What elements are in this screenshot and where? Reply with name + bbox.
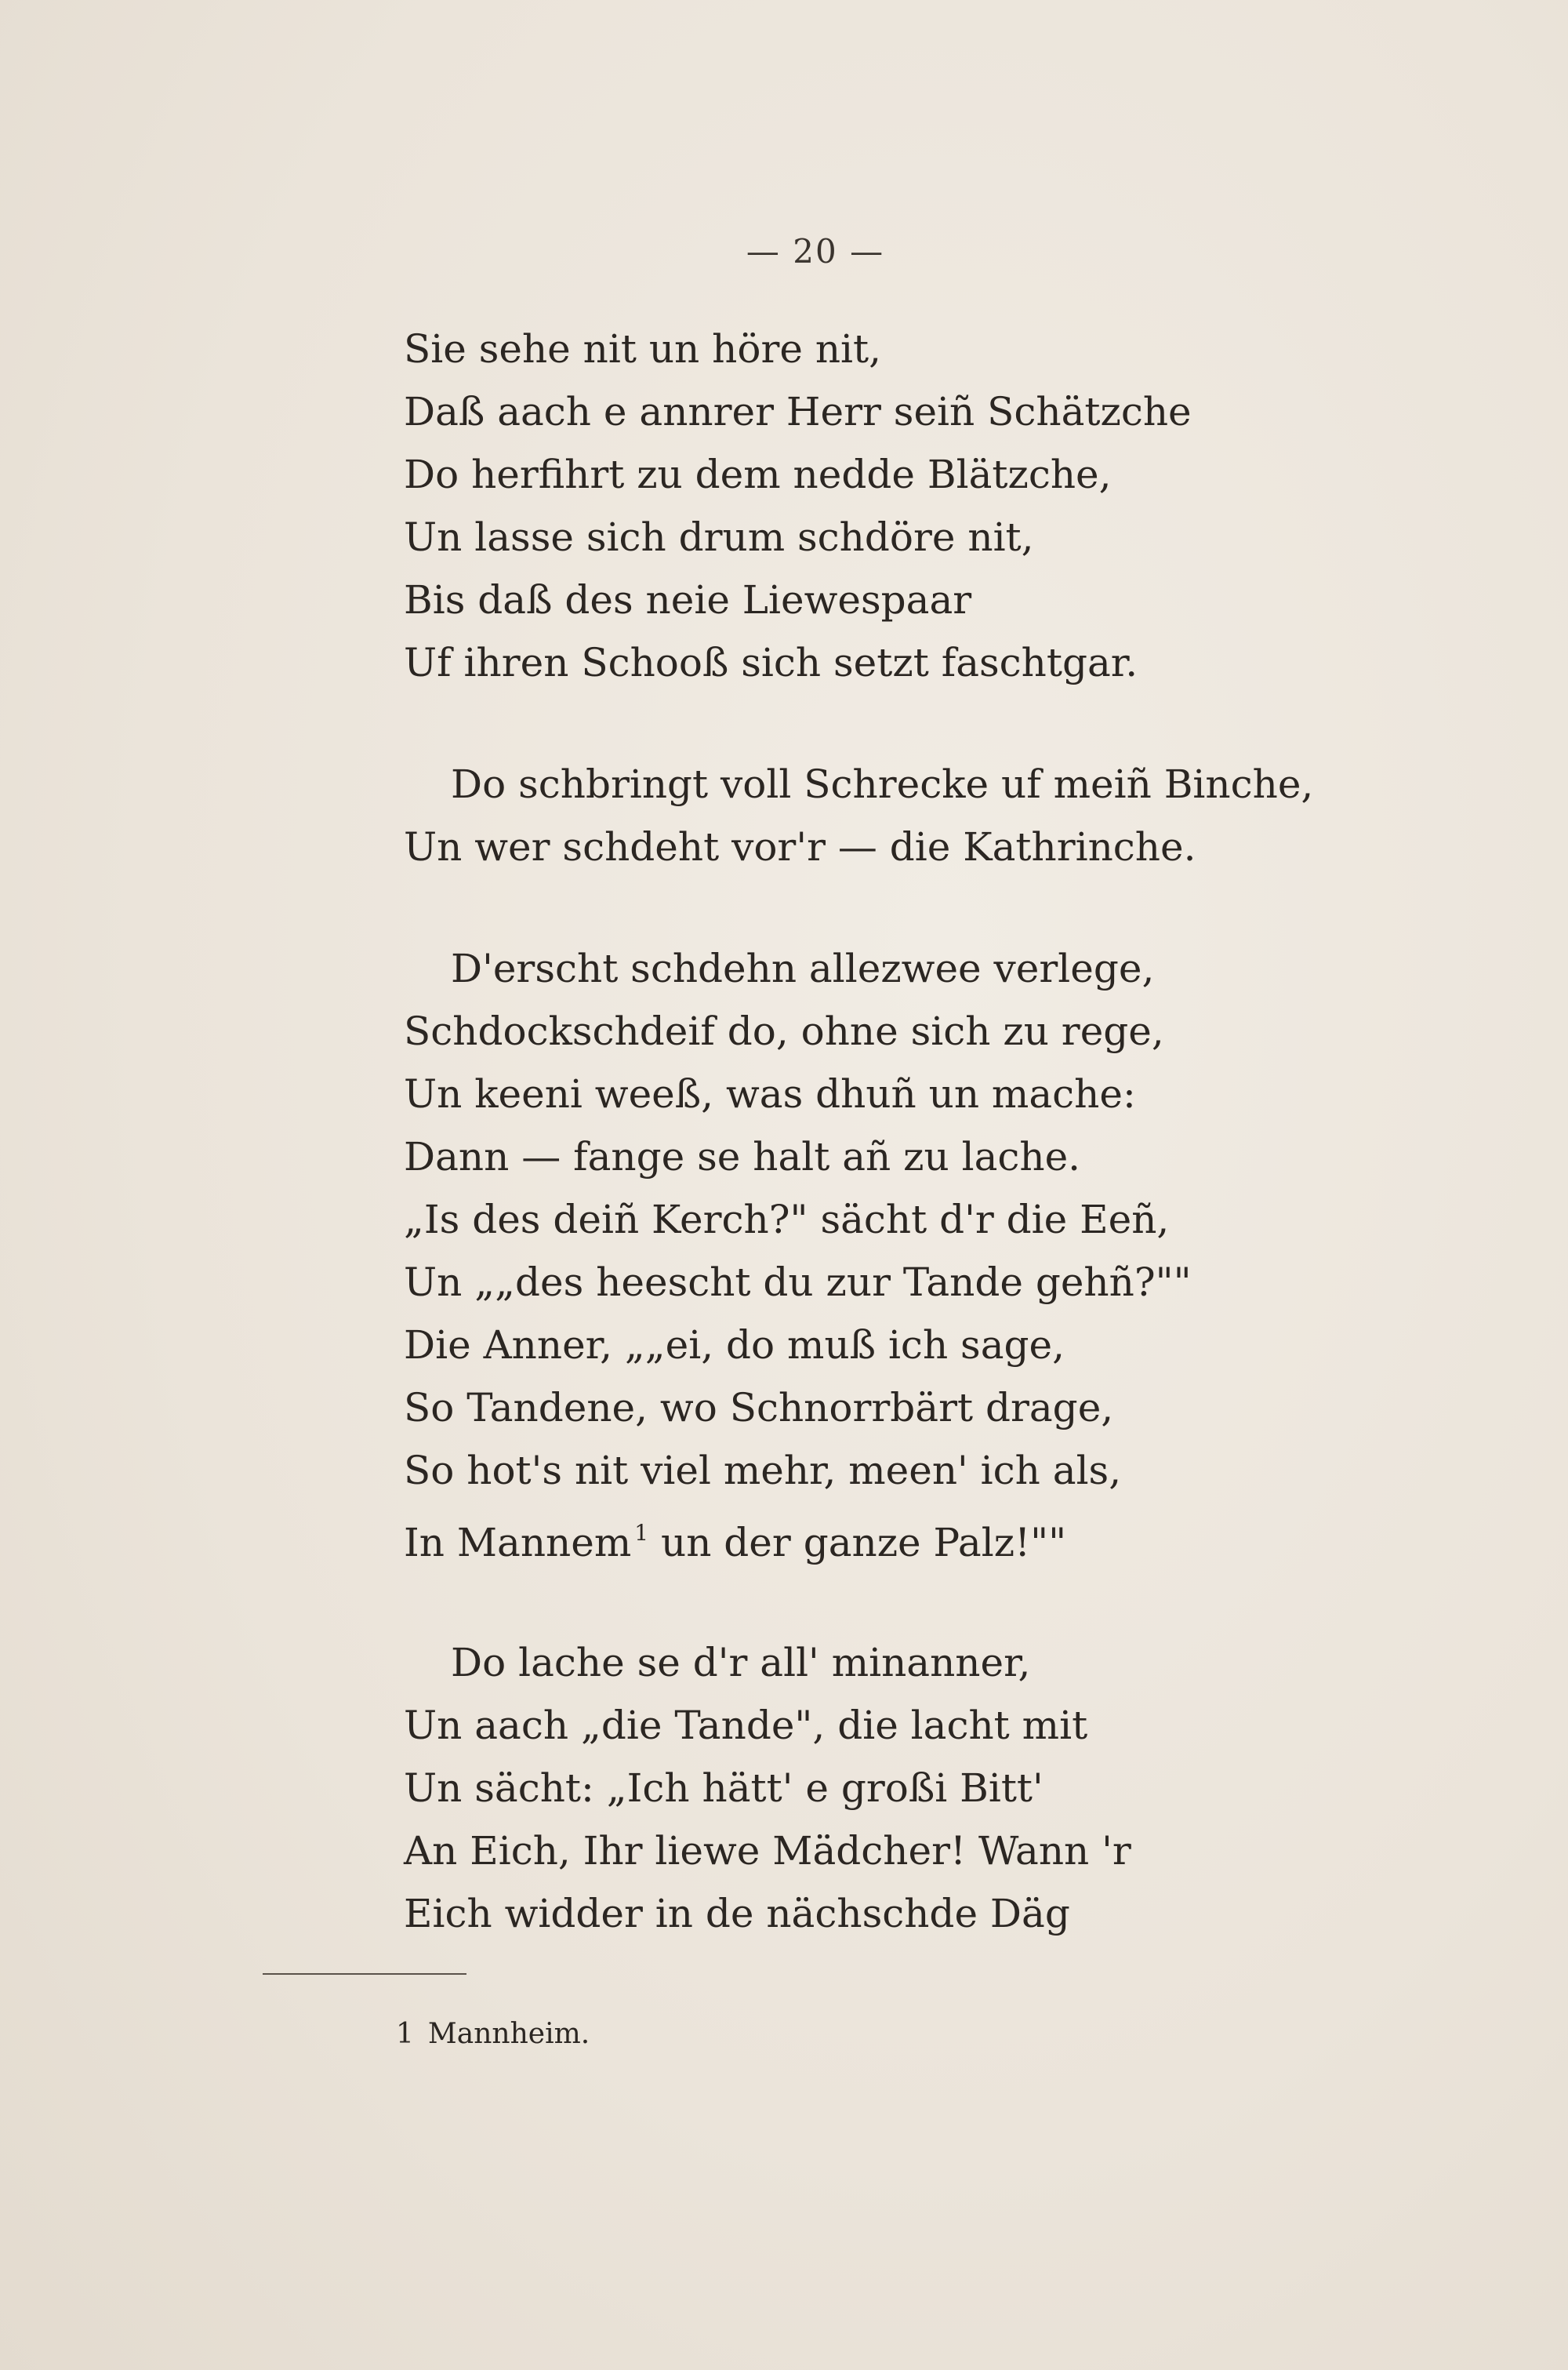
- poem-line: Eich widder in de nächschde Däg: [404, 1891, 1070, 1936]
- poem-line: Un keeni weeß, was dhuñ un mache:: [404, 1071, 1136, 1117]
- poem-line: Un „„des heescht du zur Tande gehñ?"": [404, 1260, 1192, 1305]
- poem-line: So Tandene, wo Schnorrbärt drage,: [404, 1385, 1114, 1430]
- footnote-divider: [263, 1973, 466, 1975]
- poem-line: Do herfihrt zu dem nedde Blätzche,: [404, 452, 1112, 497]
- poem-line: Uf ihren Schooß sich setzt faschtgar.: [404, 640, 1138, 685]
- poem-line: An Eich, Ihr liewe Mädcher! Wann 'r: [404, 1828, 1131, 1874]
- poem-line: Un sächt: „Ich hätt' e großi Bitt': [404, 1765, 1044, 1811]
- poem-line: Dann — fange se halt añ zu lache.: [404, 1134, 1081, 1180]
- poem-line: Die Anner, „„ei, do muß ich sage,: [404, 1322, 1065, 1368]
- poem-line: Sie sehe nit un höre nit,: [404, 326, 882, 372]
- poem-line: Un lasse sich drum schdöre nit,: [404, 514, 1034, 560]
- poem-line-end: un der ganze Palz!"": [661, 1520, 1067, 1565]
- poem-line: Daß aach e annrer Herr seiñ Schätzche: [404, 389, 1192, 434]
- poem-line-start: In Mannem: [404, 1520, 632, 1565]
- poem-line: So hot's nit viel mehr, meen' ich als,: [404, 1448, 1122, 1493]
- poem-line: Un aach „die Tande", die lacht mit: [404, 1703, 1088, 1748]
- poem-line: Un wer schdeht vor'r — die Kathrinche.: [404, 824, 1196, 870]
- poem-line: Schdockschdeif do, ohne sich zu rege,: [404, 1009, 1164, 1054]
- poem-line: „Is des deiñ Kerch?" sächt d'r die Eeñ,: [404, 1197, 1170, 1242]
- poem-line: Bis daß des neie Liewespaar: [404, 577, 972, 623]
- footnote-number: 1: [396, 2018, 414, 2050]
- poem-line: [404, 1510, 1066, 1566]
- footnote-marker: 1: [634, 1520, 649, 1546]
- poem-line: D'erscht schdehn allezwee verlege,: [451, 946, 1155, 991]
- footnote: [396, 2017, 590, 2052]
- poem-line: Do lache se d'r all' minanner,: [451, 1640, 1031, 1685]
- poem-line: Do schbringt voll Schrecke uf meiñ Binche,: [451, 762, 1314, 807]
- footnote-text: Mannheim.: [427, 2018, 590, 2050]
- page-number: — 20 —: [746, 232, 885, 271]
